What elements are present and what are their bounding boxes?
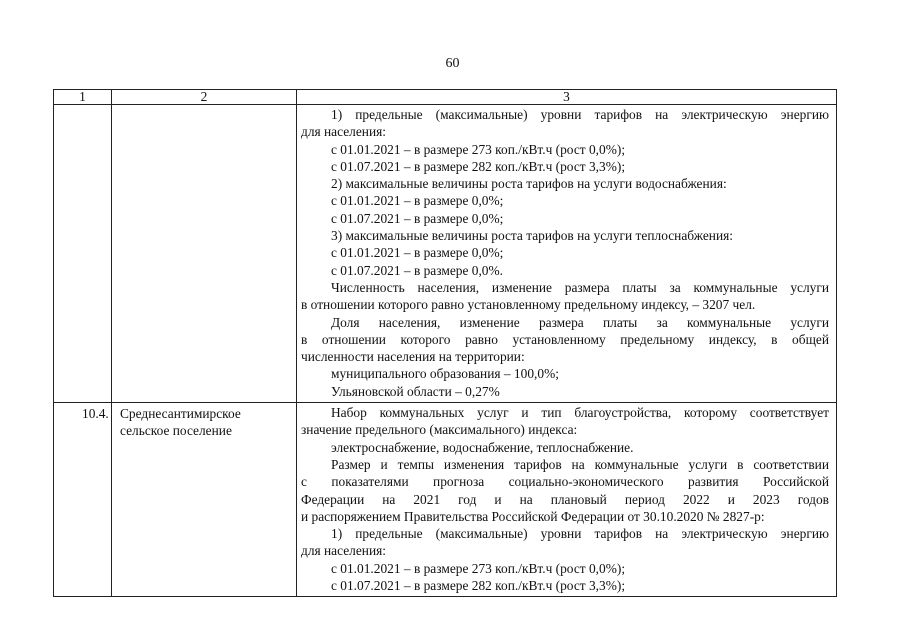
- table-row: [54, 403, 837, 597]
- text-line: с 01.07.2021 – в размере 282 коп./кВт.ч (рост 3,3%);: [331, 578, 626, 594]
- tariff-table: [53, 89, 837, 597]
- text-line: Федерации на 2021 год и на плановый период 2022 и 2023 годов: [301, 491, 829, 507]
- row-number: 10.4.: [54, 403, 112, 597]
- text-line: в отношении которого равно установленному предельному индексу, в общей: [301, 331, 829, 347]
- text-line: и распоряжением Правительства Российской Федерации от 30.10.2020 № 2827-р:: [301, 508, 765, 524]
- text-line: для населения:: [301, 543, 386, 559]
- table-header-row: [54, 90, 837, 105]
- text-line: численности населения на территории:: [301, 349, 525, 365]
- text-line: 1) предельные (максимальные) уровни тарифов на электрическую энергию: [331, 526, 829, 542]
- settlement-name: [112, 403, 297, 597]
- text-line: Ульяновской области – 0,27%: [331, 383, 500, 399]
- column-header-3: 3: [297, 90, 837, 105]
- column-header-2: 2: [112, 90, 297, 105]
- text-line: Доля населения, изменение размера платы за коммунальные услуги: [331, 314, 829, 330]
- text-line: муниципального образования – 100,0%;: [331, 366, 559, 382]
- row-number: [54, 105, 112, 403]
- text-line: с 01.01.2021 – в размере 0,0%;: [331, 245, 504, 261]
- text-line: Набор коммунальных услуг и тип благоустройства, которому соответствует: [331, 405, 829, 421]
- text-line: с 01.01.2021 – в размере 273 коп./кВт.ч (рост 0,0%);: [331, 141, 626, 157]
- row-content: [297, 403, 837, 597]
- text-line: Размер и темпы изменения тарифов на коммунальные услуги в соответствии: [331, 456, 829, 472]
- text-line: Численность населения, изменение размера платы за коммунальные услуги: [331, 279, 829, 295]
- row-content: [297, 105, 837, 403]
- text-line: с показателями прогноза социально-экономического развития Российской: [301, 474, 829, 490]
- settlement-name-line: сельское поселение: [120, 423, 232, 439]
- text-line: с 01.01.2021 – в размере 0,0%;: [331, 193, 504, 209]
- table-row: [54, 105, 837, 403]
- text-line: 2) максимальные величины роста тарифов на услуги водоснабжения:: [331, 176, 727, 192]
- text-line: с 01.01.2021 – в размере 273 коп./кВт.ч (рост 0,0%);: [331, 560, 626, 576]
- text-line: электроснабжение, водоснабжение, теплоснабжение.: [331, 439, 634, 455]
- text-line: 3) максимальные величины роста тарифов на услуги теплоснабжения:: [331, 228, 733, 244]
- text-line: с 01.07.2021 – в размере 282 коп./кВт.ч (рост 3,3%);: [331, 158, 626, 174]
- page-number: 60: [445, 56, 460, 71]
- text-line: в отношении которого равно установленному предельному индексу, – 3207 чел.: [301, 297, 756, 313]
- column-header-1: 1: [54, 90, 112, 105]
- settlement-name: [112, 105, 297, 403]
- text-line: для населения:: [301, 124, 386, 140]
- text-line: с 01.07.2021 – в размере 0,0%.: [331, 262, 503, 278]
- text-line: с 01.07.2021 – в размере 0,0%;: [331, 210, 504, 226]
- settlement-name-line: Среднесантимирское: [120, 406, 241, 422]
- text-line: значение предельного (максимального) индекса:: [301, 422, 578, 438]
- text-line: 1) предельные (максимальные) уровни тарифов на электрическую энергию: [331, 107, 829, 122]
